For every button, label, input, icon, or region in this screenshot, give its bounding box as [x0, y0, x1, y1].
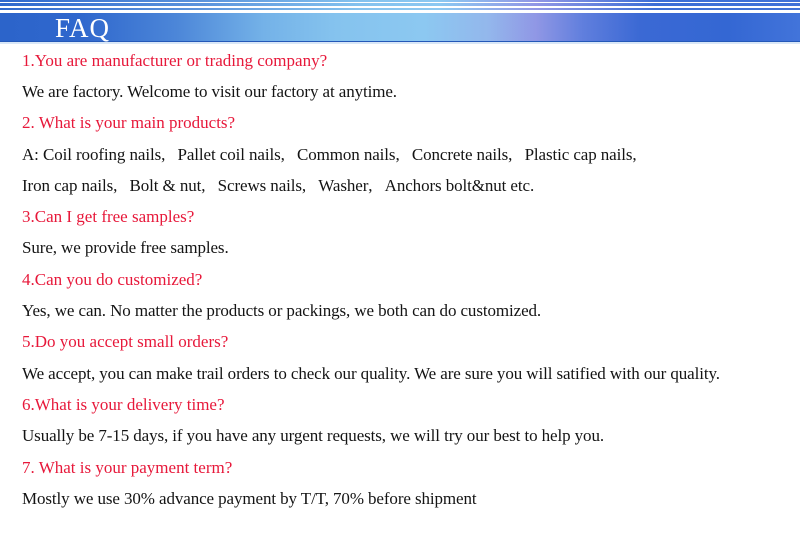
- faq-question-6: 6.What is your delivery time?: [22, 394, 225, 414]
- ideographic-comma: ,: [368, 175, 373, 195]
- faq-answer-3: Sure, we provide free samples.: [22, 238, 229, 258]
- faq-answer-6: Usually be 7-15 days, if you have any urgent requests, we will try our best to help you.: [22, 426, 604, 446]
- faq-answer-7: Mostly we use 30% advance payment by T/T, 70% before shipment: [22, 488, 477, 508]
- faq-question-2: 2. What is your main products?: [22, 113, 236, 133]
- ideographic-comma: ,: [508, 144, 513, 164]
- faq-answer-5: We accept, you can make trail orders to check our quality. We are sure you will satified with our quality.: [22, 363, 720, 383]
- ideographic-comma: ,: [280, 144, 285, 164]
- faq-answer-1: We are factory. Welcome to visit our factory at anytime.: [22, 81, 397, 101]
- faq-answer-2-line-2: Iron cap nails , Bolt & nut , Screws nails , Washer , Anchors bolt&nut etc.: [22, 175, 535, 195]
- faq-question-3: 3.Can I get free samples?: [22, 207, 195, 227]
- header-top-stripes: [0, 0, 800, 10]
- faq-answer-2-line-1: A: Coil roofing nails , Pallet coil nails , Common nails , Concrete nails , Plastic cap nails ,: [22, 139, 800, 170]
- faq-question-1: 1.You are manufacturer or trading company?: [22, 50, 328, 70]
- faq-question-7: 7. What is your payment term?: [22, 457, 233, 477]
- ideographic-comma: ,: [632, 144, 637, 164]
- ideographic-comma: ,: [201, 175, 206, 195]
- page-title: FAQ: [55, 13, 111, 43]
- ideographic-comma: ,: [161, 144, 166, 164]
- ideographic-comma: ,: [113, 175, 118, 195]
- faq-answer-4: Yes, we can. No matter the products or packings, we both can do customized.: [22, 301, 542, 321]
- faq-question-5: 5.Do you accept small orders?: [22, 332, 229, 352]
- faq-question-4: 4.Can you do customized?: [22, 269, 203, 289]
- ideographic-comma: ,: [301, 175, 307, 195]
- faq-header-bar: [0, 13, 800, 42]
- ideographic-comma: ,: [395, 144, 400, 164]
- faq-content: [0, 44, 800, 514]
